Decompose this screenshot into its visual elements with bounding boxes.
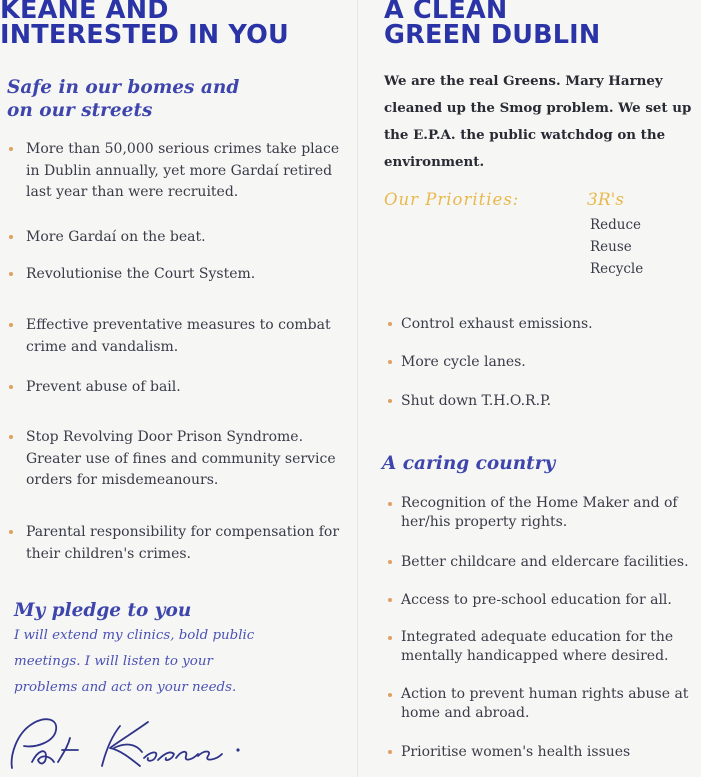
item-text [401, 742, 630, 764]
item-text [26, 427, 336, 492]
left-headline [0, 0, 289, 48]
intro-line: the E.P.A. the public watchdog on the [384, 127, 666, 143]
item-line: in Dublin annually, yet more Gardaí retired [26, 162, 333, 179]
item-line: Action to prevent human rights abuse at [401, 686, 689, 702]
item-line: More than 50,000 serious crimes take place [26, 141, 340, 157]
item-text [401, 552, 689, 574]
item-line: crime and vandalism. [26, 338, 179, 355]
bullet-icon [388, 598, 392, 602]
left-headline-line: KEANE AND [0, 0, 169, 25]
priorities-list [590, 214, 643, 280]
right-column [382, 0, 701, 777]
item-text [401, 685, 688, 723]
pledge-text [14, 623, 254, 701]
bullet-icon [388, 399, 392, 403]
signature-image [2, 704, 252, 777]
item-line: Effective preventative measures to combat [26, 317, 331, 333]
item-line: More cycle lanes. [401, 354, 526, 370]
bullet-icon [9, 435, 13, 439]
pledge-line: meetings. I will listen to your [14, 654, 213, 669]
bullet-icon [388, 560, 392, 564]
bullet-icon [388, 693, 392, 697]
intro-line: We are the real Greens. Mary Harney [384, 73, 663, 89]
intro-paragraph [384, 68, 691, 176]
bullet-icon [9, 530, 13, 534]
item-text [401, 494, 678, 532]
item-line: orders for misdemeanours. [26, 472, 219, 488]
item-text [26, 522, 339, 565]
bullet-icon [9, 323, 13, 327]
item-line: More Gardaí on the beat. [26, 229, 206, 245]
item-line: Better childcare and eldercare facilities. [401, 554, 689, 570]
priority-item: Reduce [590, 217, 642, 233]
bullet-icon [388, 636, 392, 640]
item-line: Shut down T.H.O.R.P. [401, 393, 552, 409]
column-divider [357, 0, 358, 777]
priorities-title: 3R's [587, 190, 625, 210]
item-line: Stop Revolving Door Prison Syndrome. [26, 429, 304, 445]
item-text [26, 377, 181, 399]
pledge-line: problems and act on your needs. [14, 680, 237, 695]
left-headline-line: INTERESTED IN YOU [0, 20, 289, 50]
item-line: home and abroad. [401, 705, 530, 721]
caring-heading [382, 452, 555, 475]
bullet-icon [388, 322, 392, 326]
item-line: last year than were recruited. [26, 184, 239, 200]
bullet-icon [9, 147, 13, 151]
bullet-icon [9, 385, 13, 389]
item-line: Access to pre-school education for all. [401, 592, 672, 608]
item-text [401, 314, 593, 336]
item-text [401, 628, 673, 666]
item-text [26, 139, 339, 204]
bullet-icon [388, 502, 392, 506]
pledge-line: I will extend my clinics, bold public [14, 628, 255, 643]
priority-item: Recycle [590, 261, 644, 277]
item-text [401, 391, 551, 413]
item-text [401, 590, 672, 612]
bullet-icon [9, 272, 13, 276]
item-line: mentally handicapped where desired. [401, 648, 669, 664]
priorities-label: Our Priorities: [384, 190, 520, 209]
item-line: Control exhaust emissions. [401, 316, 593, 332]
intro-line: cleaned up the Smog problem. We set up [384, 100, 692, 116]
item-line: Parental responsibility for compensation for [26, 524, 340, 540]
item-line: Prioritise women's health issues [401, 744, 631, 760]
right-headline [384, 0, 600, 48]
item-text [26, 315, 331, 358]
right-headline-line: GREEN DUBLIN [384, 20, 601, 50]
item-line: Revolutionise the Court System. [26, 266, 256, 282]
right-headline-line: A CLEAN [384, 0, 508, 25]
bullet-icon [388, 360, 392, 364]
intro-line: environment. [384, 154, 485, 170]
item-text [401, 352, 526, 374]
item-line: Recognition of the Home Maker and of [401, 495, 678, 511]
safety-heading [7, 76, 239, 122]
safety-heading-line: on our streets [7, 100, 153, 121]
item-line: their children's crimes. [26, 545, 192, 562]
pledge-heading [14, 599, 191, 622]
priority-item: Reuse [590, 239, 632, 255]
item-text [26, 264, 255, 286]
item-line: Greater use of fines and community service [26, 450, 336, 467]
bullet-icon [9, 235, 13, 239]
left-column [0, 0, 350, 777]
item-line: her/his property rights. [401, 514, 568, 530]
bullet-icon [388, 750, 392, 754]
item-line: Integrated adequate education for the [401, 629, 674, 645]
caring-heading-text: A caring country [382, 453, 556, 474]
item-text [26, 227, 206, 249]
safety-heading-line: Safe in our bomes and [7, 77, 240, 98]
pledge-heading-text: My pledge to you [14, 600, 192, 621]
item-line: Prevent abuse of bail. [26, 379, 181, 395]
